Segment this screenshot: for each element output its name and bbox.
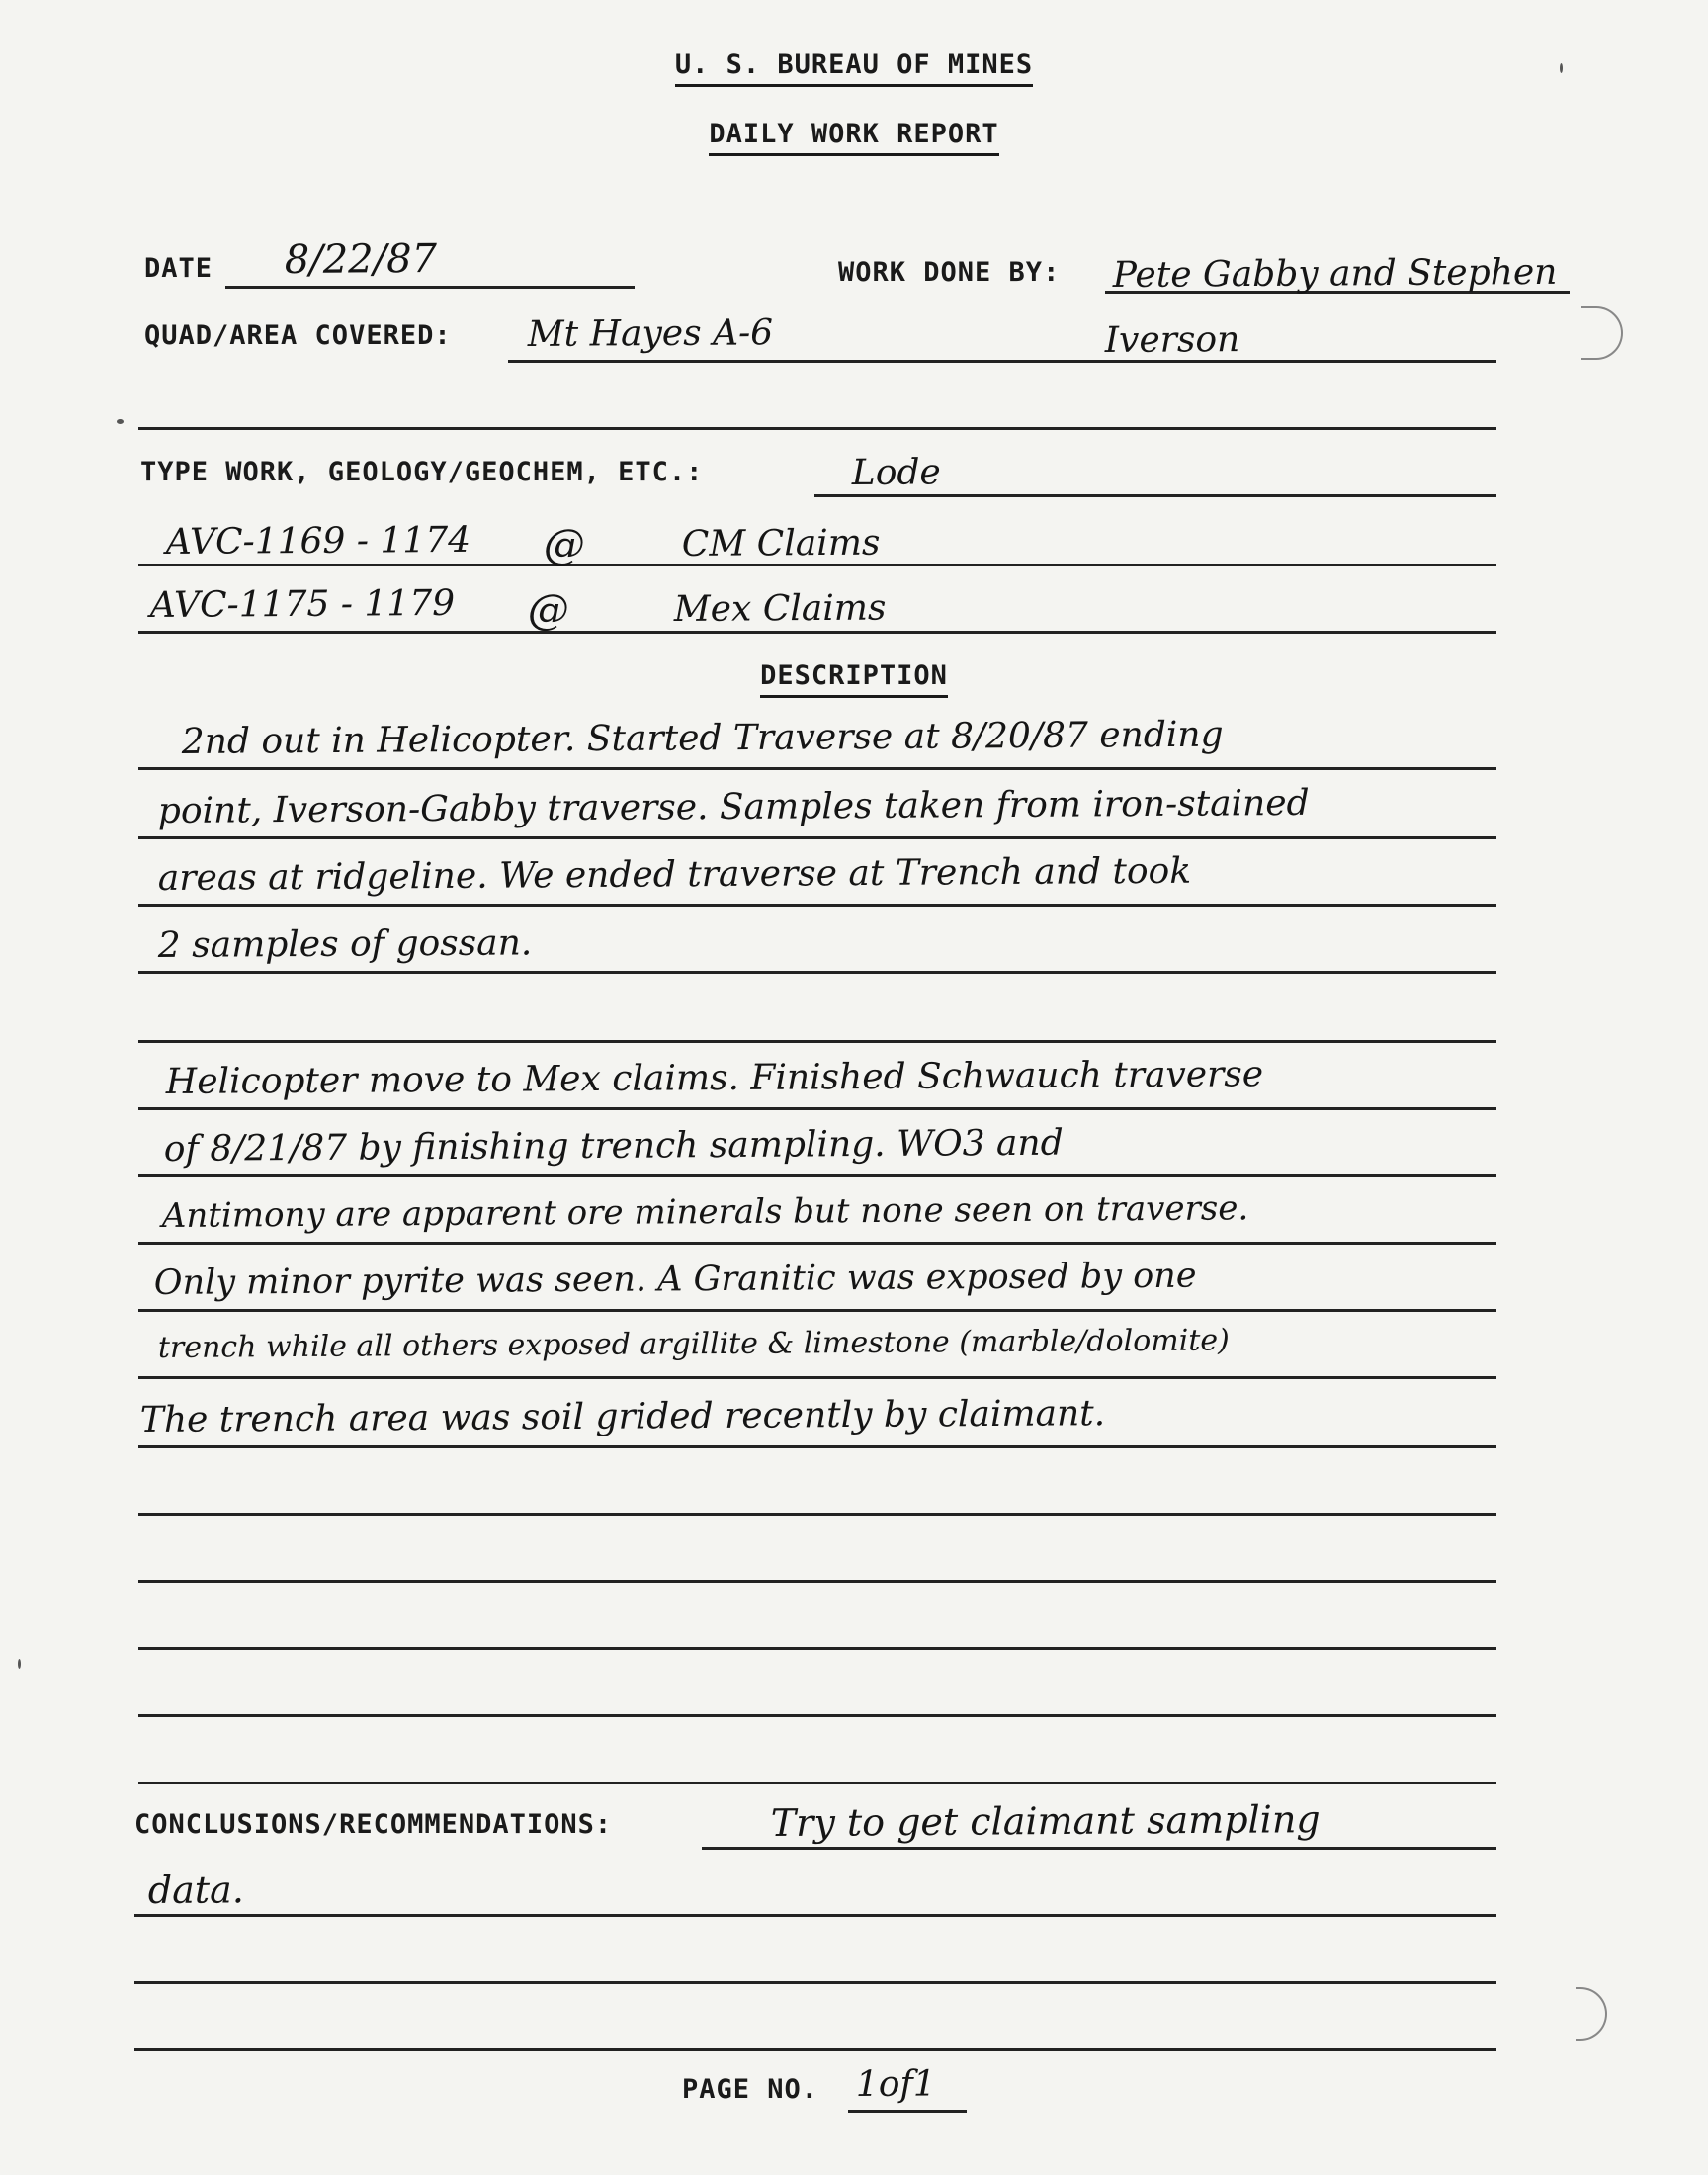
description-rule <box>138 1445 1496 1448</box>
sample-claim-2: Mex Claims <box>673 587 887 630</box>
page-no-label: PAGE NO. <box>682 2074 819 2105</box>
description-heading-row <box>0 660 1708 691</box>
sample-line-1 <box>138 564 1496 566</box>
sample-at-2: @ <box>527 584 569 634</box>
type-work-value: Lode <box>851 452 941 493</box>
blank-rule <box>138 1513 1496 1516</box>
quad-area-label: QUAD/AREA COVERED: <box>144 320 452 351</box>
blank-rule <box>134 1981 1496 1984</box>
sample-range-1: AVC-1169 - 1174 <box>165 519 471 563</box>
description-heading: DESCRIPTION <box>760 660 948 698</box>
sample-line-2 <box>138 631 1496 634</box>
conclusions-label: CONCLUSIONS/RECOMMENDATIONS: <box>134 1809 613 1840</box>
description-rule <box>138 1242 1496 1245</box>
sample-at-1: @ <box>543 519 585 568</box>
description-rule <box>138 1040 1496 1043</box>
description-line: areas at ridgeline. We ended traverse at Trench and took <box>157 850 1192 899</box>
conclusions-value-1: Try to get claimant sampling <box>770 1797 1321 1845</box>
blank-rule <box>138 1647 1496 1650</box>
report-subtitle-row <box>0 119 1708 149</box>
punch-hole-mark <box>1581 306 1623 360</box>
date-line <box>225 286 635 289</box>
description-line: point, Iverson-Gabby traverse. Samples taken from iron-stained <box>157 782 1310 831</box>
blank-rule <box>134 2048 1496 2051</box>
report-title: U. S. BUREAU OF MINES <box>675 49 1033 87</box>
quad-area-line <box>508 360 1496 363</box>
description-line: Only minor pyrite was seen. A Granitic was exposed by one <box>153 1256 1197 1303</box>
conclusions-value-2: data. <box>147 1868 244 1912</box>
work-done-by-value-2: Iverson <box>1104 319 1240 361</box>
description-line: The trench area was soil grided recently by claimant. <box>139 1393 1106 1440</box>
punch-hole-mark <box>1576 1987 1607 2041</box>
description-rule <box>138 1376 1496 1379</box>
sample-range-2: AVC-1175 - 1179 <box>149 582 456 626</box>
description-line: Helicopter move to Mex claims. Finished Schwauch traverse <box>165 1054 1264 1102</box>
blank-line-1 <box>138 427 1496 430</box>
conclusions-line-2 <box>134 1914 1496 1917</box>
description-line: trench while all others exposed argillite & limestone (marble/dolomite) <box>157 1323 1230 1365</box>
scan-speck <box>18 1659 21 1669</box>
blank-rule <box>138 1714 1496 1717</box>
work-done-by-label: WORK DONE BY: <box>838 257 1061 288</box>
quad-area-value: Mt Hayes A-6 <box>527 312 774 355</box>
scan-speck <box>117 419 124 424</box>
work-done-by-value-1: Pete Gabby and Stephen <box>1112 251 1558 296</box>
page-no-value: 1of1 <box>855 2063 936 2105</box>
description-rule <box>138 971 1496 974</box>
page-no-line <box>848 2110 967 2113</box>
description-rule <box>138 767 1496 770</box>
description-rule <box>138 1107 1496 1110</box>
description-rule <box>138 836 1496 839</box>
date-value: 8/22/87 <box>284 235 438 283</box>
report-title-row <box>0 49 1708 80</box>
sample-claim-1: CM Claims <box>681 522 881 565</box>
description-line: 2 samples of gossan. <box>157 922 533 966</box>
description-line: of 8/21/87 by finishing trench sampling. WO3 and <box>163 1122 1064 1170</box>
scan-speck <box>1560 63 1563 73</box>
blank-rule <box>138 1782 1496 1784</box>
description-rule <box>138 1309 1496 1312</box>
type-work-line <box>814 494 1496 497</box>
description-line: 2nd out in Helicopter. Started Traverse at 8/20/87 ending <box>181 714 1224 762</box>
description-line: Antimony are apparent ore minerals but none seen on traverse. <box>161 1188 1249 1236</box>
conclusions-line-1 <box>702 1847 1496 1850</box>
date-label: DATE <box>144 253 214 284</box>
description-rule <box>138 1174 1496 1177</box>
report-subtitle: DAILY WORK REPORT <box>709 119 998 156</box>
type-work-label: TYPE WORK, GEOLOGY/GEOCHEM, ETC.: <box>140 457 704 487</box>
description-rule <box>138 904 1496 907</box>
blank-rule <box>138 1580 1496 1583</box>
